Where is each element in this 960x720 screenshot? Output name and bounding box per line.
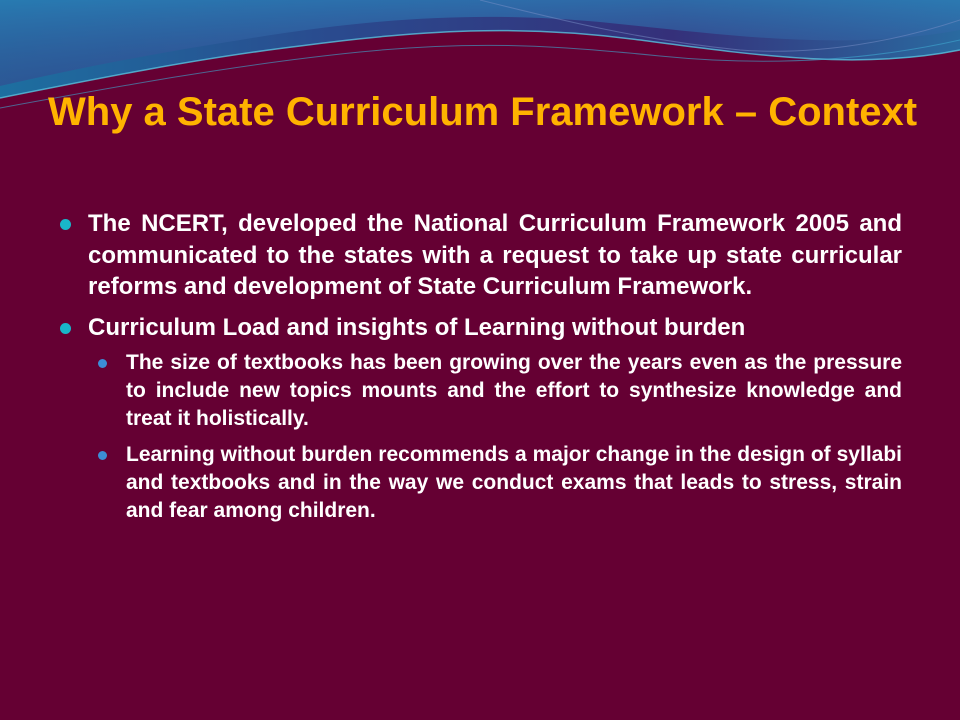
sub-bullet-item <box>96 349 902 433</box>
sub-bullet-marker <box>98 451 107 460</box>
bullet-marker <box>60 219 71 230</box>
sub-bullet-text: Learning without burden recommends a major change in the design of syllabi and textbooks and in the way we conduct exams that leads to stress, strain and fear among children. <box>126 443 902 522</box>
bullet-marker <box>60 323 71 334</box>
sub-bullet-marker <box>98 359 107 368</box>
slide-body <box>58 208 902 533</box>
bullet-text: The NCERT, developed the National Curriculum Framework 2005 and communicated to the states with a request to take up state curricular reforms and development of State Curriculum Framework. <box>88 210 902 300</box>
bullet-text: Curriculum Load and insights of Learning without burden <box>88 313 746 341</box>
sub-bullet-text: The size of textbooks has been growing over the years even as the pressure to include new topics mounts and the effort to synthesize knowledge and treat it holistically. <box>126 351 902 430</box>
slide-title: Why a State Curriculum Framework – Context <box>48 90 918 134</box>
sub-bullet-item <box>96 441 902 525</box>
bullet-item <box>58 312 902 344</box>
bullet-item <box>58 208 902 303</box>
